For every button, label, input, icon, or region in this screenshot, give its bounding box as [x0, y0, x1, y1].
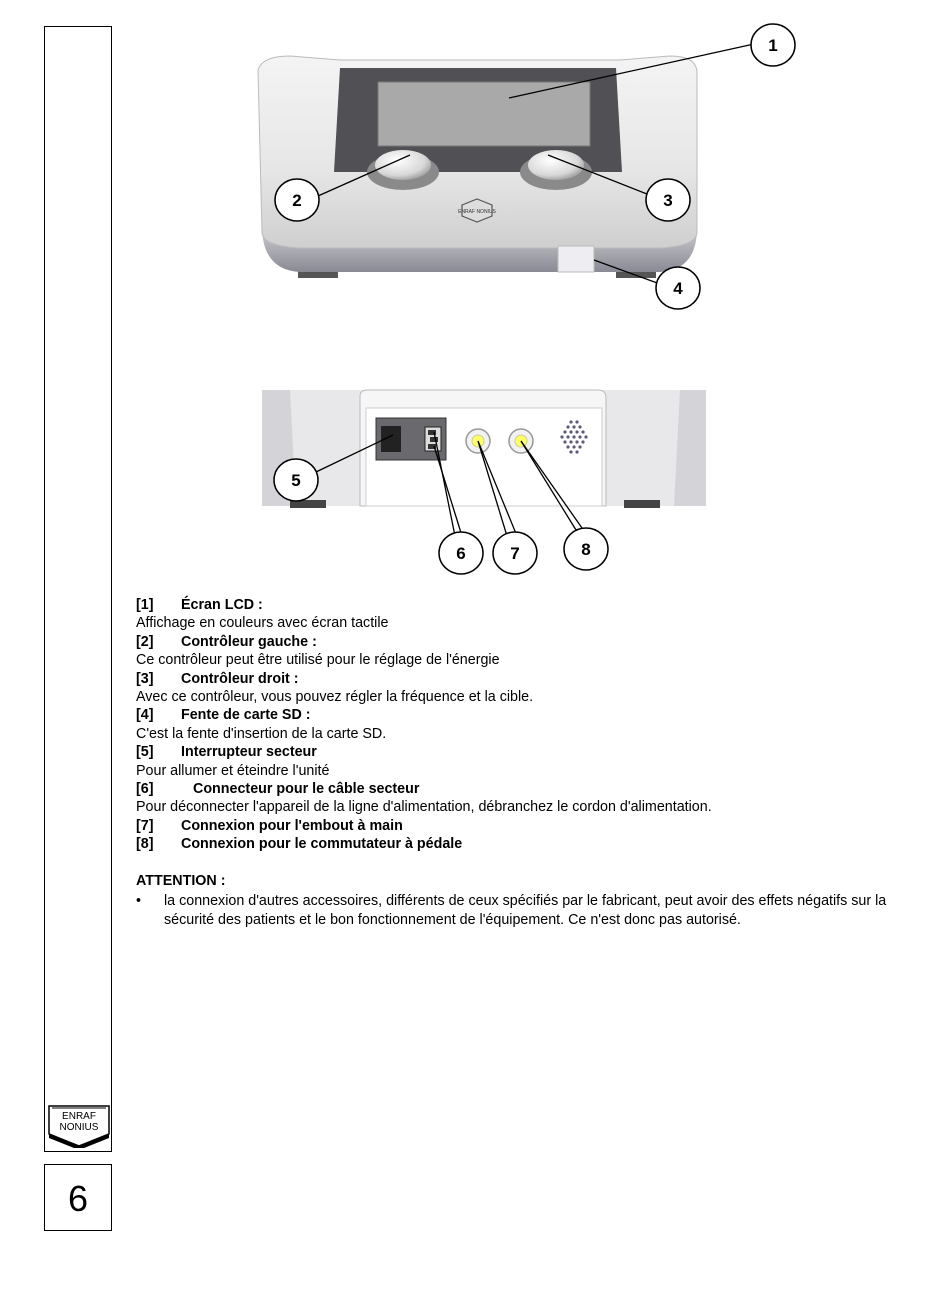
callout-2: 2	[292, 191, 302, 210]
item-4-desc: C'est la fente d'insertion de la carte SD.	[136, 725, 387, 742]
logo-line2: NONIUS	[59, 1122, 99, 1133]
item-3-heading: [3] Contrôleur droit :	[136, 670, 299, 687]
callout-1: 1	[768, 36, 778, 55]
attention-title: ATTENTION :	[136, 873, 226, 889]
item-1-heading: [1] Écran LCD :	[136, 597, 263, 613]
attention-bullet	[136, 892, 896, 929]
item-5-desc: Pour allumer et éteindre l'unité	[136, 762, 330, 779]
page-number: 6	[44, 1164, 112, 1231]
attention-block	[136, 872, 896, 929]
device-figures	[0, 0, 950, 590]
component-descriptions	[136, 596, 896, 854]
device-badge: ENRAF NONIUS	[458, 209, 496, 215]
item-7-heading: [7] Connexion pour l'embout à main	[136, 817, 403, 834]
item-2-heading: [2] Contrôleur gauche :	[136, 633, 317, 650]
bullet-marker: •	[136, 893, 142, 910]
callout-4: 4	[673, 279, 683, 298]
callout-3: 3	[663, 191, 673, 210]
item-8-heading: [8] Connexion pour le commutateur à pédale	[136, 836, 463, 853]
attention-text: la connexion d'autres accessoires, différents de ceux spécifiés par le fabricant, peut avoir des effets négatifs sur la sécurité des patients et le bon fonctionnement de l'équipement. Ce n'est donc pas autorisé.	[164, 893, 887, 928]
item-2-desc: Ce contrôleur peut être utilisé pour le réglage de l'énergie	[136, 652, 500, 669]
item-6-heading: [6] Connecteur pour le câble secteur	[136, 781, 420, 798]
item-6-desc: Pour déconnecter l'appareil de la ligne d'alimentation, débranchez le cordon d'alimentation.	[136, 799, 712, 816]
item-3-desc: Avec ce contrôleur, vous pouvez régler la fréquence et la cible.	[136, 689, 534, 706]
front-view	[258, 56, 697, 278]
item-5-heading: [5] Interrupteur secteur	[136, 744, 317, 761]
callout-7: 7	[510, 544, 520, 563]
item-4-heading: [4] Fente de carte SD :	[136, 707, 311, 724]
callout-6: 6	[456, 544, 466, 563]
callout-8: 8	[581, 540, 591, 559]
callout-5: 5	[291, 471, 301, 490]
rear-view	[262, 390, 706, 508]
logo-line1: ENRAF	[62, 1111, 96, 1122]
enraf-nonius-logo	[47, 1100, 111, 1148]
item-1-desc: Affichage en couleurs avec écran tactile	[136, 615, 389, 632]
